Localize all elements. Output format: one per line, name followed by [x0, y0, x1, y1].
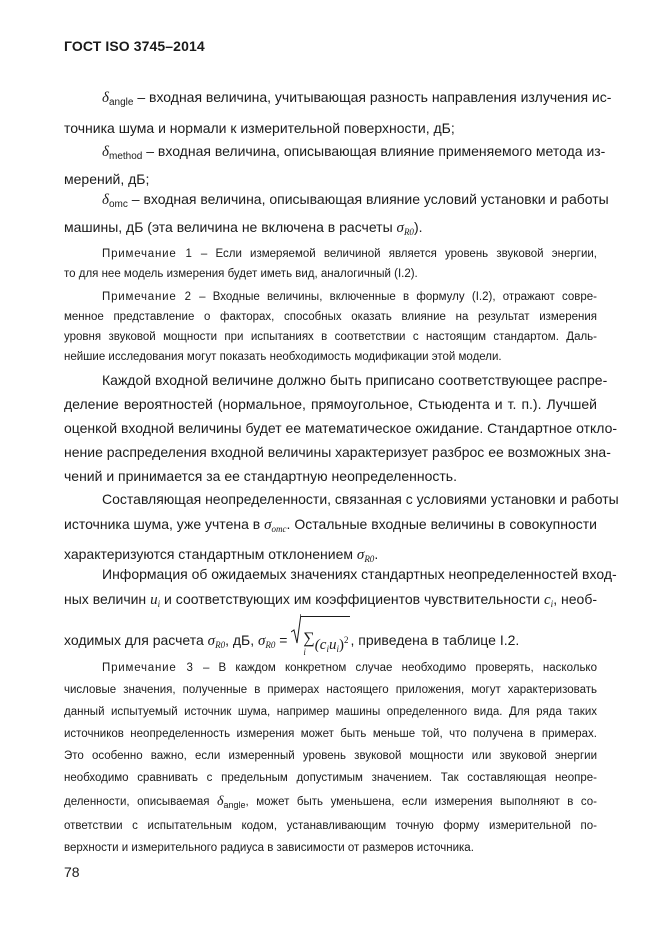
definition-method-cont: мерений, дБ; [64, 171, 150, 187]
document-header: ГОСТ ISO 3745–2014 [64, 38, 205, 54]
page-number: 78 [64, 864, 80, 880]
definition-omc: $\delta_{omc}$ – входная величина, описывающая влияние условий установки и работы машины, дБ (эта величина не включена в расчеты $\sigma_{R0}$). [64, 188, 597, 240]
definition-angle: $\delta_{angle}$ – входная величина, учитывающая разность направления излучения ис- точника шума и нормали к измерительной поверхности, дБ; [64, 86, 597, 139]
paragraph-information: Информация об ожидаемых значениях стандартных неопределенностей вход- ных величин $u_i$ и соответствующих им коэффициентов чувствительности $c_i$, необ- ходимых для расчета $\sigma_{R0}$, дБ, $\sigma_{R0}$ = ∑ i $(c_iu_i)^2$ , приведена в таблице I.2. [64, 562, 597, 667]
definition-angle-cont: точника шума и нормали к измерительной поверхности, дБ; [64, 120, 455, 136]
note-2: Примечание 2 – Входные величины, включенные в формулу (I.2), отражают совре- менное представление о факторах, способных оказать влияние на результат измерения уровня звуковой мощности при испытаниях в соответствии с настоящим стандартом. Даль- нейшие исследования могут показать необходимость модификации этой модели. [64, 291, 597, 363]
paragraph-distribution: Каждой входной величине должно быть приписано соответствующее распре- деление вероятностей (нормальное, прямоугольное, Стьюдента и т. п.). Лучшей оценкой входной величины будет ее математическое ожидание. Стандартное откло- нение распределения входной величины характеризует разброс ее возможных зна- чений и принимается за ее стандартную неопределенность. [64, 372, 618, 484]
paragraph-conditions: Составляющая неопределенности, связанная с условиями установки и работы источника шума, уже учтена в $\sigma_{omc}$. Остальные входные величины в совокупности характеризуются стандартным отклонением $\sigma_{R0}$. [64, 491, 619, 564]
delta-symbol: δ [102, 90, 109, 106]
note-1: Примечание 1 – Если измеряемой величиной является уровень звуковой энергии, то для нее модель измерения будет иметь вид, аналогичный (I.2). [64, 248, 597, 280]
note-3: Примечание 3 – В каждом конкретном случае необходимо проверять, насколько числовые значения, полученные в примерах настоящего приложения, могут характеризовать данный испытуемый источник шума, например машины определенного вида. Для ряда таких источников неопределенность измерения может быть меньше той, что получена в примерах. Это особенно важно, если измеренный уровень звуковой мощности или звуковой энергии необходимо сравнивать с предельным допустимым значением. Так составляющая неопре- деленности, описываемая $\delta_{angle}$, может быть уменьшена, если измерения выполняют в со- ответствии с испытательным кодом, устанавливающим точную форму измерительной по- верхности и измерительного радиуса в зависимости от размеров источника. [64, 662, 597, 854]
radical-sign-icon [291, 614, 301, 644]
uncertainty-formula: ∑ i $(c_iu_i)^2$ [291, 616, 350, 667]
definition-method: $\delta_{method}$ – входная величина, описывающая влияние применяемого метода из- мерений, дБ; [64, 140, 597, 190]
definition-omc-cont: машины, дБ (эта величина не включена в расчеты $\sigma_{R0}$). [64, 219, 423, 237]
